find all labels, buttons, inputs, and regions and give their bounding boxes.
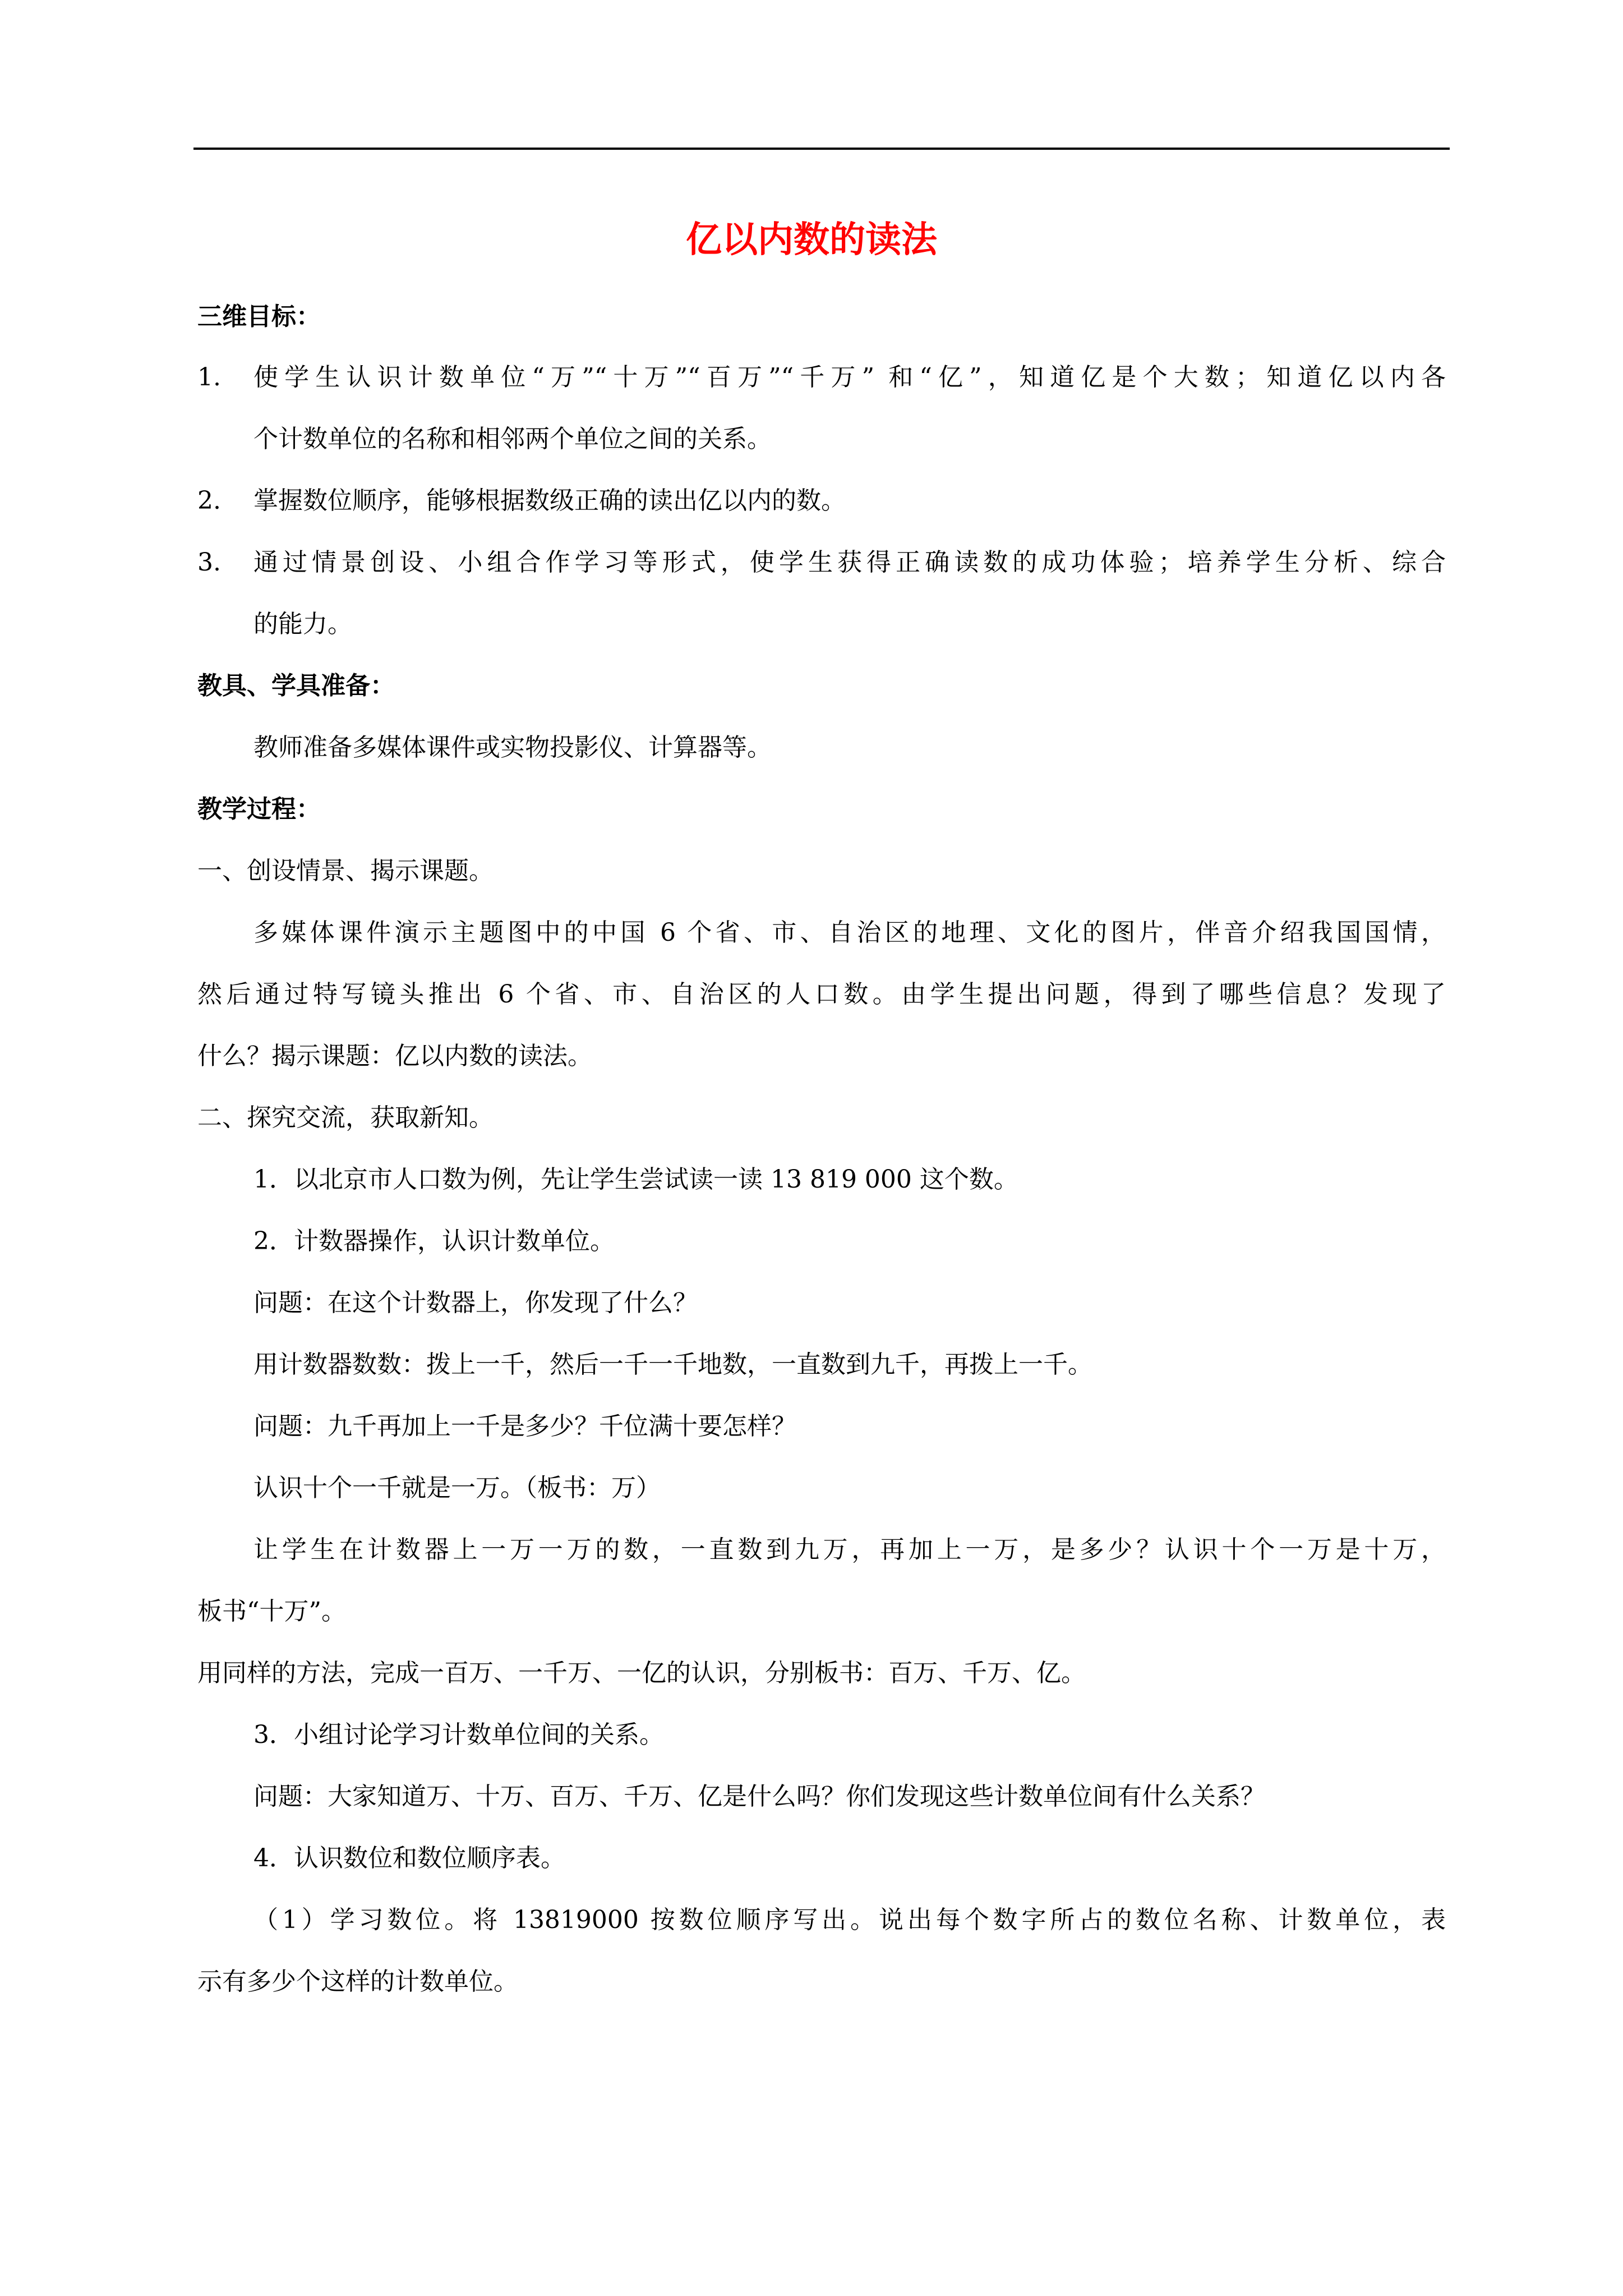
step-2-item-2-para-2: 用同样的方法，完成一百万、一千万、一亿的认识，分别板书：百万、千万、亿。 — [197, 1659, 1086, 1687]
step-2-item-2-para-line-1: 让学生在计数器上一万一万的数，一直数到九万，再加上一万，是多少？认识十个一万是十万， — [253, 1535, 1446, 1564]
step-1-heading: 一、创设情景、揭示课题。 — [197, 857, 494, 885]
goal-2-number: 2. — [197, 486, 221, 515]
section-heading-prep: 教具、学具准备： — [197, 671, 395, 700]
prep-text: 教师准备多媒体课件或实物投影仪、计算器等。 — [253, 733, 772, 762]
step-2-item-4-sub-1-line-1: （1）学习数位。将 13819000 按数位顺序写出。说出每个数字所占的数位名称、计数单位，表 — [253, 1906, 1446, 1934]
step-1-para-line-2: 然后通过特写镜头推出 6 个省、市、自治区的人口数。由学生提出问题，得到了哪些信息？发现了 — [197, 980, 1446, 1009]
step-2-item-4: 4．认识数位和数位顺序表。 — [253, 1844, 565, 1872]
step-1-para-line-1: 多媒体课件演示主题图中的中国 6 个省、市、自治区的地理、文化的图片，伴音介绍我国国情， — [253, 918, 1446, 947]
step-2-item-3-question: 问题：大家知道万、十万、百万、千万、亿是什么吗？你们发现这些计数单位间有什么关系？ — [253, 1782, 1265, 1811]
step-2-item-2-question-2: 问题：九千再加上一千是多少？千位满十要怎样？ — [253, 1412, 796, 1441]
step-2-item-2-para-line-2: 板书“十万”。 — [197, 1597, 346, 1626]
step-2-item-2-activity-2: 认识十个一千就是一万。（板书：万） — [253, 1474, 661, 1502]
goal-1-number: 1. — [197, 363, 221, 392]
step-2-item-2-activity-1: 用计数器数数：拨上一千，然后一千一千地数，一直数到九千，再拨上一千。 — [253, 1350, 1092, 1379]
goal-3-number: 3. — [197, 548, 221, 577]
page-title: 亿以内数的读法 — [686, 219, 937, 261]
step-2-item-4-sub-1-line-2: 示有多少个这样的计数单位。 — [197, 1967, 518, 1996]
step-2-item-2-question-1: 问题：在这个计数器上，你发现了什么？ — [253, 1289, 698, 1317]
section-heading-process: 教学过程： — [197, 795, 321, 823]
header-rule — [193, 148, 1450, 150]
goal-3-line-1: 通过情景创设、小组合作学习等形式，使学生获得正确读数的成功体验；培养学生分析、综合 — [253, 548, 1446, 577]
goal-3-line-2: 的能力。 — [253, 610, 352, 638]
step-2-heading: 二、探究交流，获取新知。 — [197, 1103, 494, 1132]
step-2-item-3: 3．小组讨论学习计数单位间的关系。 — [253, 1720, 664, 1749]
goal-1-line-1: 使学生认识计数单位“万”“十万”“百万”“千万” 和“亿”，知道亿是个大数；知道亿以内各 — [253, 363, 1446, 392]
section-heading-goals: 三维目标： — [197, 302, 321, 331]
step-2-item-2: 2．计数器操作，认识计数单位。 — [253, 1227, 615, 1255]
step-2-item-1: 1．以北京市人口数为例，先让学生尝试读一读 13 819 000 这个数。 — [253, 1165, 1018, 1194]
goal-2-line-1: 掌握数位顺序，能够根据数级正确的读出亿以内的数。 — [253, 486, 846, 515]
step-1-para-line-3: 什么？揭示课题：亿以内数的读法。 — [197, 1042, 592, 1070]
goal-1-line-2: 个计数单位的名称和相邻两个单位之间的关系。 — [253, 425, 772, 453]
